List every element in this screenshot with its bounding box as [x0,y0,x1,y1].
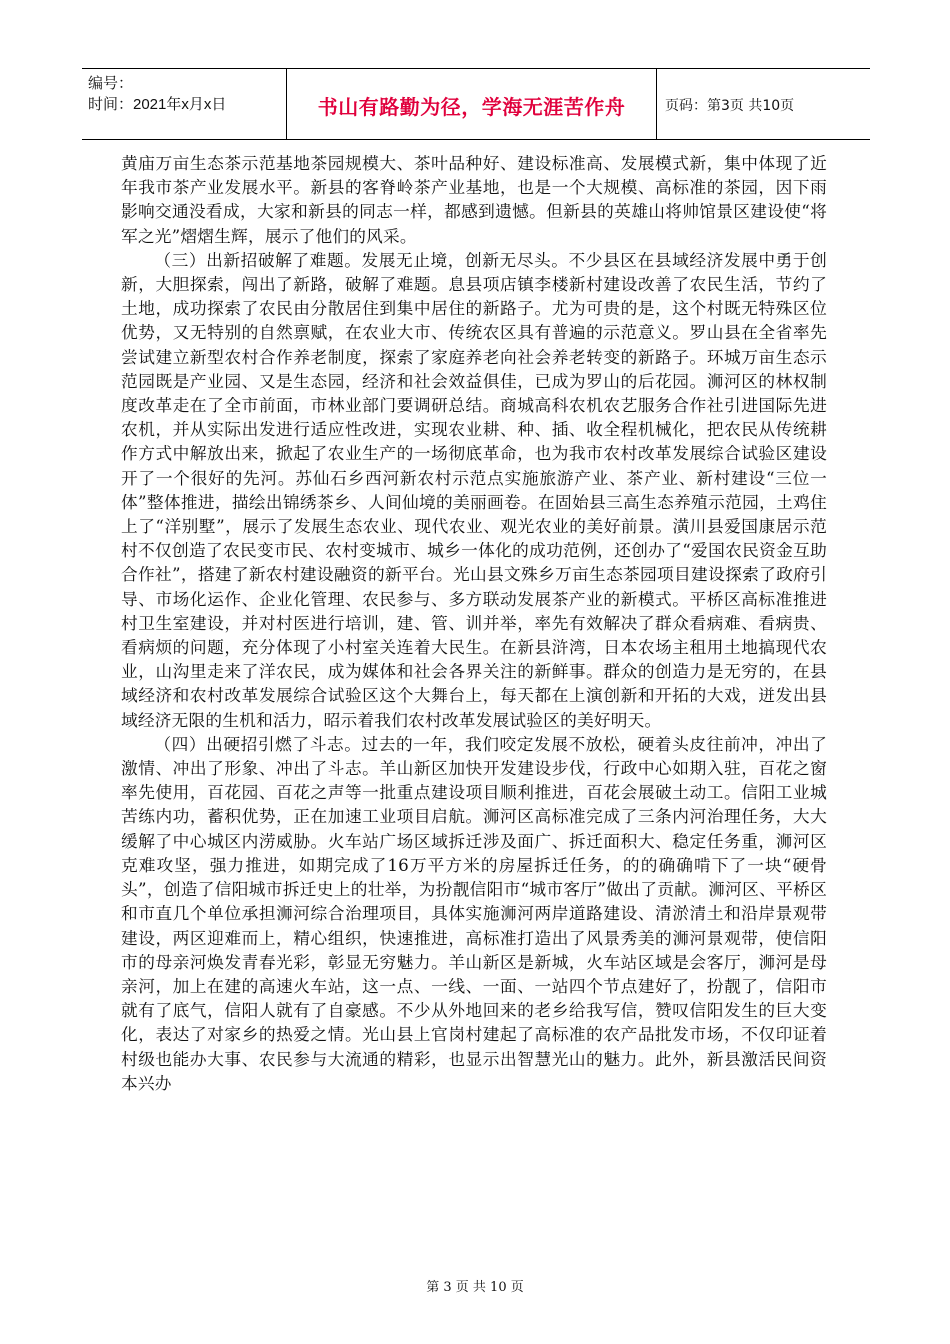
document-body [121,151,827,1095]
paragraph-section-four: （四）出硬招引燃了斗志。过去的一年，我们咬定发展不放松，硬着头皮往前冲，冲出了激情、冲出了形象、冲出了斗志。羊山新区加快开发建设步伐，行政中心如期入驻，百花之窗率先使用，百花园、百花之声等一批重点建设项目顺利推进，百花会展破土动工。信阳工业城苦练内功，蓄积优势，正在加速工业项目启航。浉河区高标准完成了三条内河治理任务，大大缓解了中心城区内涝威胁。火车站广场区域拆迁涉及面广、拆迁面积大、稳定任务重，浉河区克难攻坚，强力推进，如期完成了16万平方米的房屋拆迁任务，的的确确啃下了一块“硬骨头”，创造了信阳城市拆迁史上的壮举，为扮靓信阳市“城市客厅”做出了贡献。浉河区、平桥区和市直几个单位承担浉河综合治理项目，具体实施浉河两岸道路建设、清淤清土和沿岸景观带建设，两区迎难而上，精心组织，快速推进，高标准打造出了风景秀美的浉河景观带，使信阳市的母亲河焕发青春光彩，彰显无穷魅力。羊山新区是新城，火车站区域是会客厅，浉河是母亲河，加上在建的高速火车站，这一点、一线、一面、一站四个节点建好了，扮靓了，信阳市就有了底气，信阳人就有了自豪感。不少从外地回来的老乡给我写信，赞叹信阳发生的巨大变化，表达了对家乡的热爱之情。光山县上官岗村建起了高标准的农产品批发市场，不仅印证着村级也能办大事、农民参与大流通的精彩，也显示出智慧光山的魅力。此外，新县激活民间资本兴办 [121,733,827,1093]
document-time-label: 时间：2021年x月x日 [88,96,227,113]
paragraph-section-three: （三）出新招破解了难题。发展无止境，创新无尽头。不少县区在县域经济发展中勇于创新，大胆探索，闯出了新路，破解了难题。息县项店镇李楼新村建设改善了农民生活，节约了土地，成功探索了农民由分散居住到集中居住的新路子。尤为可贵的是，这个村既无特殊区位优势，又无特别的自然禀赋，在农业大市、传统农区具有普遍的示范意义。罗山县在全省率先尝试建立新型农村合作养老制度，探索了家庭养老向社会养老转变的新路子。环城万亩生态示范园既是产业园、又是生态园，经济和社会效益俱佳，已成为罗山的后花园。浉河区的林权制度改革走在了全市前面，市林业部门要调研总结。商城高科农机农艺服务合作社引进国际先进农机，并从实际出发进行适应性改进，实现农业耕、种、插、收全程机械化，把农民从传统耕作方式中解放出来，掀起了农业生产的一场彻底革命，也为我市农村改革发展综合试验区建设开了一个很好的先河。苏仙石乡西河新农村示范点实施旅游产业、茶产业、新村建设“三位一体”整体推进，描绘出锦绣茶乡、人间仙境的美丽画卷。在固始县三高生态养殖示范园，土鸡住上了“洋别墅”，展示了发展生态农业、现代农业、观光农业的美好前景。潢川县爱国康居示范村不仅创造了农民变市民、农村变城市、城乡一体化的成功范例，还创办了“爱国农民资金互助合作社”，搭建了新农村建设融资的新平台。光山县文殊乡万亩生态茶园项目建设探索了政府引导、市场化运作、企业化管理、农民参与、多方联动发展茶产业的新模式。平桥区高标准推进村卫生室建设，并对村医进行培训，建、管、训并举，率先有效解决了群众看病难、看病贵、看病烦的问题，充分体现了小村室关连着大民生。在新县浒湾，日本农场主租用土地搞现代农业，山沟里走来了洋农民，成为媒体和社会各界关注的新鲜事。群众的创造力是无穷的，在县域经济和农村改革发展综合试验区这个大舞台上，每天都在上演创新和开拓的大戏，迸发出县域经济无限的生机和活力，昭示着我们农村改革发展试验区的美好明天。 [121,249,827,730]
header-motto: 书山有路勤为径，学海无涯苦作舟 [317,94,626,119]
document-number-label: 编号： [88,75,134,92]
page-header [82,68,870,140]
header-meta [82,69,287,139]
paragraph-continued: 黄庙万亩生态茶示范基地茶园规模大、茶叶品种好、建设标准高、发展模式新，集中体现了近年我市茶产业发展水平。新县的客脊岭茶产业基地，也是一个大规模、高标准的茶园，因下雨影响交通没看成，大家和新县的同志一样，都感到遗憾。但新县的英雄山将帅馆景区建设使“将军之光”熠熠生辉，展示了他们的风采。 [121,153,827,246]
page-footer: 第 3 页 共 10 页 [426,1280,524,1295]
header-page-info: 页码：第3页 共10页 [665,98,795,114]
header-motto-cell [287,69,657,139]
header-page-info-cell [657,71,870,139]
